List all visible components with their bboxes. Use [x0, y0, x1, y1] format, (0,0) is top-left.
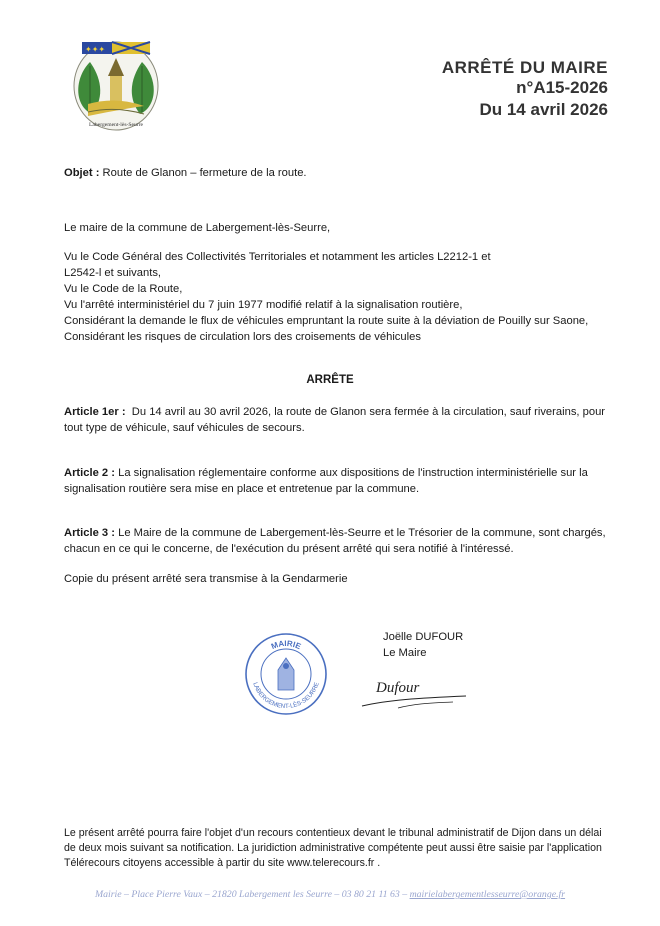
- article-1-line-1: [64, 404, 605, 420]
- signatory-role: Le Maire: [383, 647, 427, 659]
- document-title: ARRÊTÉ DU MAIRE: [441, 58, 608, 77]
- decree-date: Du 14 avril 2026: [479, 100, 608, 119]
- recourse-line: Le présent arrêté pourra faire l'objet d'un recours contentieux devant le tribunal administratif de Dijon dans un délai: [64, 827, 602, 839]
- signature-text: Dufour: [376, 680, 420, 696]
- article-2-text: La signalisation réglementaire conforme aux dispositions de l'instruction interministérielle sur la: [118, 467, 588, 479]
- article-2-label: Article 2 :: [64, 467, 115, 479]
- footer-address: [0, 889, 660, 900]
- recourse-line: Télérecours citoyens accessible à partir du site www.telerecours.fr .: [64, 857, 381, 869]
- article-3-label: Article 3 :: [64, 527, 115, 539]
- commune-logo: [70, 36, 162, 132]
- svg-text:✦✦✦: ✦✦✦: [85, 45, 106, 54]
- stamp-top-text: MAIRIE: [269, 638, 303, 652]
- article-1-label: Article 1er :: [64, 406, 126, 418]
- mairie-stamp: [244, 632, 328, 716]
- intro-text: Le maire de la commune de Labergement-lès-Seurre,: [64, 222, 331, 234]
- article-3-text: Le Maire de la commune de Labergement-lès-Seurre et le Trésorier de la commune, sont chargés,: [118, 527, 606, 539]
- svg-text:MAIRIE: [270, 639, 303, 652]
- object-text: Route de Glanon – fermeture de la route.: [102, 167, 307, 179]
- stamp-bottom-text: LABERGEMENT-LÈS-SEURRE: [251, 681, 321, 711]
- consideration-line: Vu le Code de la Route,: [64, 283, 183, 295]
- copy-note: Copie du présent arrêté sera transmise à la Gendarmerie: [64, 573, 348, 585]
- consideration-line: L2542-l et suivants,: [64, 267, 162, 279]
- decree-number: n°A15-2026: [516, 78, 608, 97]
- object-label: Objet :: [64, 167, 100, 179]
- consideration-line: Considérant la demande le flux de véhicules empruntant la route suite à la déviation de Pouilly sur Saone,: [64, 315, 589, 327]
- signatory-name: Joëlle DUFOUR: [383, 631, 464, 643]
- consideration-line: Vu l'arrêté interministériel du 7 juin 1977 modifié relatif à la signalisation routière,: [64, 299, 463, 311]
- arrete-heading: ARRÊTE: [306, 374, 354, 386]
- footer-email-link[interactable]: mairielabergementlesseurre@orange.fr: [409, 889, 566, 900]
- logo-label: Labergement-lès-Seurre: [89, 122, 143, 128]
- article-3-line-1: [64, 525, 606, 541]
- consideration-line: Vu le Code Général des Collectivités Territoriales et notamment les articles L2212-1 et: [64, 251, 491, 263]
- consideration-line: Considérant les risques de circulation lors des croisements de véhicules: [64, 331, 421, 343]
- article-2-line-1: [64, 465, 588, 481]
- article-3-line-2: chacun en ce qui le concerne, de l'exécution du présent arrêté qui sera notifié à l'intéressé.: [64, 543, 514, 555]
- handwritten-signature: [358, 670, 470, 714]
- article-1-line-2: tout type de véhicule, sauf véhicules de secours.: [64, 422, 305, 434]
- recourse-line: de deux mois suivant sa notification. La juridiction administrative compétente peut aussi être saisie par l'application: [64, 842, 602, 854]
- article-1-text: Du 14 avril au 30 avril 2026, la route de Glanon sera fermée à la circulation, sauf riverains, pour: [131, 406, 606, 418]
- object-line: [64, 165, 307, 181]
- article-2-line-2: signalisation routière sera mise en place et entretenue par la commune.: [64, 483, 420, 495]
- footer-address-text: Mairie – Place Pierre Vaux – 21820 Labergement les Seurre – 03 80 21 11 63 –: [94, 889, 410, 900]
